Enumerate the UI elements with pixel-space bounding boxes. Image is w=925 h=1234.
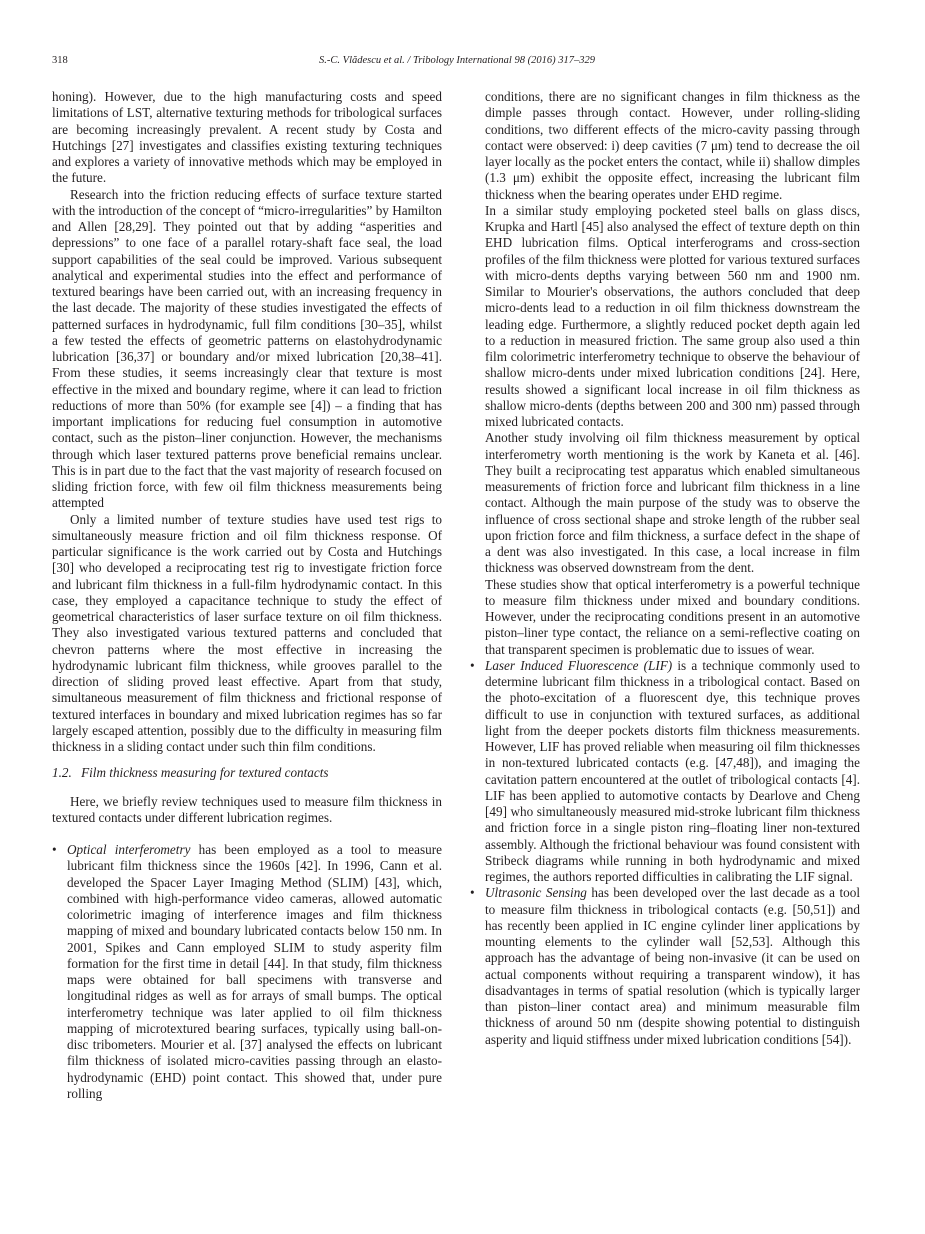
paragraph: conditions, there are no significant changes in film thickness as the dimple passes through contact. However, under rolling-sliding conditions, two different effects of the micro-cavity passing through contact were observed: i) deep cavities (7 μm) tend to decrease the oil layer locally as the pocket enters the contact, while ii) shallow dimples (1.3 μm) exhibit the opposite effect, increasing the lubricant film thickness when the bearing operates under EHD regime. [485,89,860,202]
bullet-term: Optical interferometry [67,842,191,857]
spacer [52,826,442,842]
paragraph: Here, we briefly review techniques used to measure film thickness in textured contacts under different lubrication regimes. [52,793,442,825]
paragraph: Another study involving oil film thickness measurement by optical interferometry worth mentioning is the work by Kaneta et al. [46]. They built a reciprocating test apparatus which enabled simultaneous measurements of friction force and lubricant film thickness in a line contact. Although the main purpose of the study was to observe the influence of cross sectional shape and stroke length of the rubber seal upon friction force and film thickness, a surface defect in the shape of a dent was also investigated. In this case, a local increase in film thickness was observed downstream from the dent. [485,430,860,576]
bullet-icon: • [52,842,57,857]
paragraph: In a similar study employing pocketed steel balls on glass discs, Krupka and Hartl [45] also analysed the effect of texture depth on thin EHD lubrication films. Optical interferograms and cross-section profiles of the film thickness were plotted for various textured surfaces with micro-dents depths varying between 560 nm and 1900 nm. Similar to Mourier's observations, the authors concluded that deep micro-dents lead to a reduction in oil film thickness downstream the leading edge. Furthermore, a slightly reduced pocket depth again led to a reduction in measured friction. The same group also used a thin film colorimetric interferometry technique to observe the behaviour of shallow micro-dents under mixed lubrication conditions [24]. Here, results showed a significant local increase in oil film thickness as shallow micro-dents (depths between 200 and 300 nm) passed through mixed lubricated contacts. [485,202,860,429]
paragraph: These studies show that optical interferometry is a powerful technique to measure film thickness under mixed and boundary conditions. However, under the reciprocating conditions present in an automotive piston–liner type contact, the reliance on a semi-reflective coating on that transparent specimen is problematic due to issues of wear. [485,576,860,657]
section-heading [52,765,442,781]
running-header [52,55,862,71]
paragraph: Only a limited number of texture studies have used test rigs to simultaneously measure friction and oil film thickness response. Of particular significance is the work carried out by Costa and Hutchings [30] who developed a reciprocating test rig to investigate friction force and lubricant film thickness in a full-film hydrodynamic contact. In this case, they employed a capacitance technique to study the effect of geometrical characteristics of laser surface texture on oil film thickness. They also investigated various textured patterns and concluded that chevron patterns where the most effective in increasing the hydrodynamic lubricant film thickness, while grooves parallel to the direction of sliding proved least effective. Apart from that study, simultaneous measurement of film thickness and frictional response of textured interfaces in boundary and mixed lubrication regimes has so far largely escaped attention, possibly due to the difficulty in measuring film thickness in a sliding contact under such thin film conditions. [52,511,442,754]
bullet-item [470,885,860,1048]
bullet-item [52,842,442,1102]
paragraph: honing). However, due to the high manufacturing costs and speed limitations of LST, alternative texturing methods for tribological surfaces are becoming increasingly prevalent. A recent study by Costa and Hutchings [27] investigates and classifies existing texturing techniques and explores a variety of innovative methods which may be employed in the future. [52,89,442,186]
paragraph: Research into the friction reducing effects of surface texture started with the introduction of the concept of “micro-irregularities” by Hamilton and Allen [28,29]. They pointed out that by adding “asperities and depressions” to one face of a parallel rotary-shaft face seal, the load support capabilities of the seal could be improved. Various subsequent analytical and experimental studies into the effect and performance of textured bearings have been carried out, with an increasing frequency in the last decade. The majority of these studies investigated the effects of patterned surfaces in hydrodynamic, full film conditions [30–35], whilst a few tested the effects of geometric patterns on elastohydrodynamic lubrication [36,37] or boundary and/or mixed lubrication [20,38–41]. From these studies, it seems increasingly clear that texture is most effective in the mixed and boundary regime, where it can lead to friction reductions of more than 50% (for example see [4]) – a finding that has important implications for reducing fuel consumption in automotive contact, such as the piston–liner conjunction. However, the mechanisms through which laser textured patterns prove beneficial remains unclear. This is in part due to the fact that the vast majority of research focused on sliding friction force, with few oil film thickness measurements being attempted [52,186,443,511]
bullet-term: Laser Induced Fluorescence (LIF) [485,657,673,673]
bullet-text: has been developed over the last decade as a tool to measure film thickness in tribological contacts (e.g. [50,51]) and has recently been applied in IC engine cylinder liner applications by mounting elements to the cylinder wall [52,53]. Although this approach has the advantage of being non-invasive (it can be used on actual components without requiring a transparent window), it has disadvantages in terms of spatial resolution (which is typically larger than piston–liner contact area) and minimum measurable film thickness of around 50 nm (despite showing potential to distinguish asperity and liquid stiffness under mixed lubrication conditions [54]). [485,885,860,1047]
journal-citation: S.-C. Vlădescu et al. / Tribology International 98 (2016) 317–329 [319,55,595,66]
bullet-icon: • [470,885,475,901]
section-number: 1.2. [52,765,72,781]
left-column [52,89,442,1102]
page-number: 318 [52,55,68,66]
bullet-term: Ultrasonic Sensing [485,885,587,901]
section-title: Film thickness measuring for textured contacts [81,765,329,781]
right-column [470,89,860,1048]
bullet-text: has been employed as a tool to measure lubricant film thickness since the 1960s [42]. In 1996, Cann et al. developed the Spacer Layer Imaging Method (SLIM) [43], which, combined with high-performance video cameras, allowed automatic colorimetric imaging of interference images and film thickness mapping of mixed and boundary lubricated contacts below 150 nm. In 2001, Spikes and Cann employed SLIM to study asperity film formation for the first time in detail [44]. In that study, film thickness maps were obtained for ball specimens with transverse and longitudinal ridges as well as for arrays of small bumps. The optical interferometry technique was later applied to oil film thickness mapping of microtextured bearing surfaces, typically using ball-on-disc tribometers. Mourier et al. [37] analysed the effects on lubricant film thickness of isolated micro-cavities passing through an elasto-hydrodynamic (EHD) point contact. This showed that, under pure rolling [67,842,442,1101]
bullet-item [470,658,860,886]
bullet-icon: • [470,657,475,673]
bullet-text: is a technique commonly used to determine lubricant film thickness in a tribological contact. Based on the photo-excitation of a fluorescent dye, this technique proves difficult to use in conjunction with textured surfaces, as additional light from the deeper pockets distorts film thickness measurements. However, LIF has proved reliable when measuring oil film thicknesses in non-textured lubricated contacts (e.g. [47,48]), and imaging the cavitation pattern encountered at the outlet of tribological contacts [4]. LIF has been applied to automotive contacts by Dearlove and Cheng [49] who simultaneously measured mid-stroke lubricant film thickness and friction force in a single piston ring–floating liner non-textured assembly. Although the frictional behaviour was found consistent with Stribeck diagrams while running in both hydrodynamic and mixed regimes, the authors reported difficulties in calibrating the LIF signal. [485,657,861,884]
